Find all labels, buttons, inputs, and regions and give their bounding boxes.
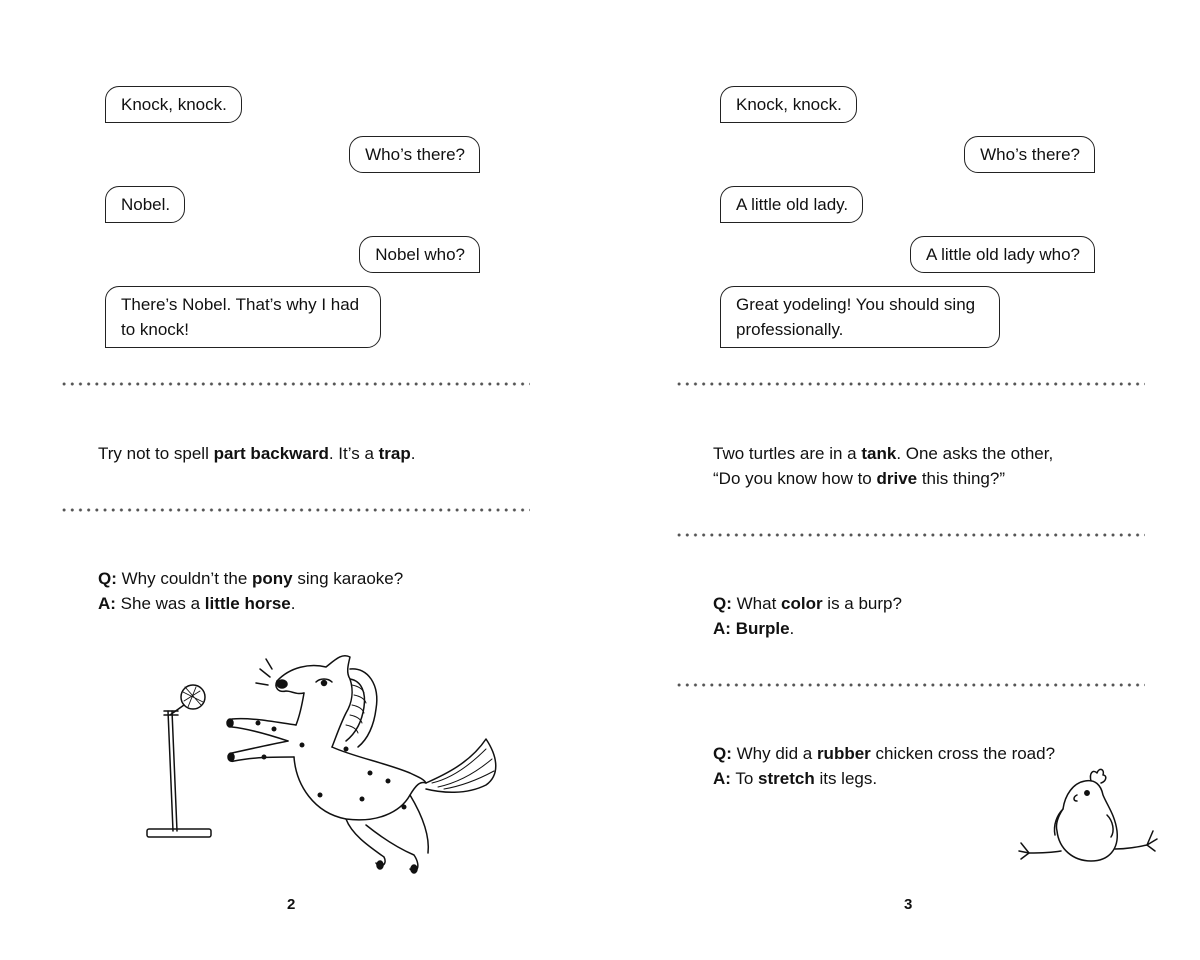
speech-bubble: Great yodeling! You should sing professionally. (720, 286, 1000, 348)
speech-bubble: Knock, knock. (105, 86, 242, 123)
right-page (615, 0, 1200, 960)
dotted-divider (675, 382, 1145, 386)
speech-bubble: A little old lady. (720, 186, 863, 223)
page-number: 3 (904, 896, 913, 913)
question-line: Q: Why did a rubber chicken cross the road? (713, 744, 1056, 763)
question-answer (98, 566, 403, 616)
rubber-chicken-doing-splits-icon (1015, 765, 1160, 865)
dotted-divider (675, 533, 1145, 537)
answer-line: A: She was a little horse. (98, 594, 296, 613)
speech-bubble: A little old lady who? (910, 236, 1095, 273)
speech-bubble: Knock, knock. (720, 86, 857, 123)
speech-bubble: Nobel. (105, 186, 185, 223)
speech-bubble: Who’s there? (964, 136, 1095, 173)
dotted-divider (675, 683, 1145, 687)
pony-singing-into-microphone-icon (140, 645, 510, 885)
question-answer (713, 591, 902, 641)
question-line: Q: What color is a burp? (713, 594, 902, 613)
dotted-divider (60, 382, 530, 386)
dotted-divider (60, 508, 530, 512)
answer-line: A: Burple. (713, 619, 795, 638)
speech-bubble: There’s Nobel. That’s why I had to knock! (105, 286, 381, 348)
joke-text: Try not to spell part backward. It’s a trap. (98, 444, 416, 463)
question-answer (713, 741, 1055, 791)
page-number: 2 (287, 896, 296, 913)
answer-line: A: To stretch its legs. (713, 769, 878, 788)
speech-bubble: Nobel who? (359, 236, 480, 273)
question-line: Q: Why couldn’t the pony sing karaoke? (98, 569, 404, 588)
speech-bubble: Who’s there? (349, 136, 480, 173)
joke-text: Two turtles are in a tank. One asks the other, “Do you know how to drive this thing?” (713, 444, 1054, 488)
